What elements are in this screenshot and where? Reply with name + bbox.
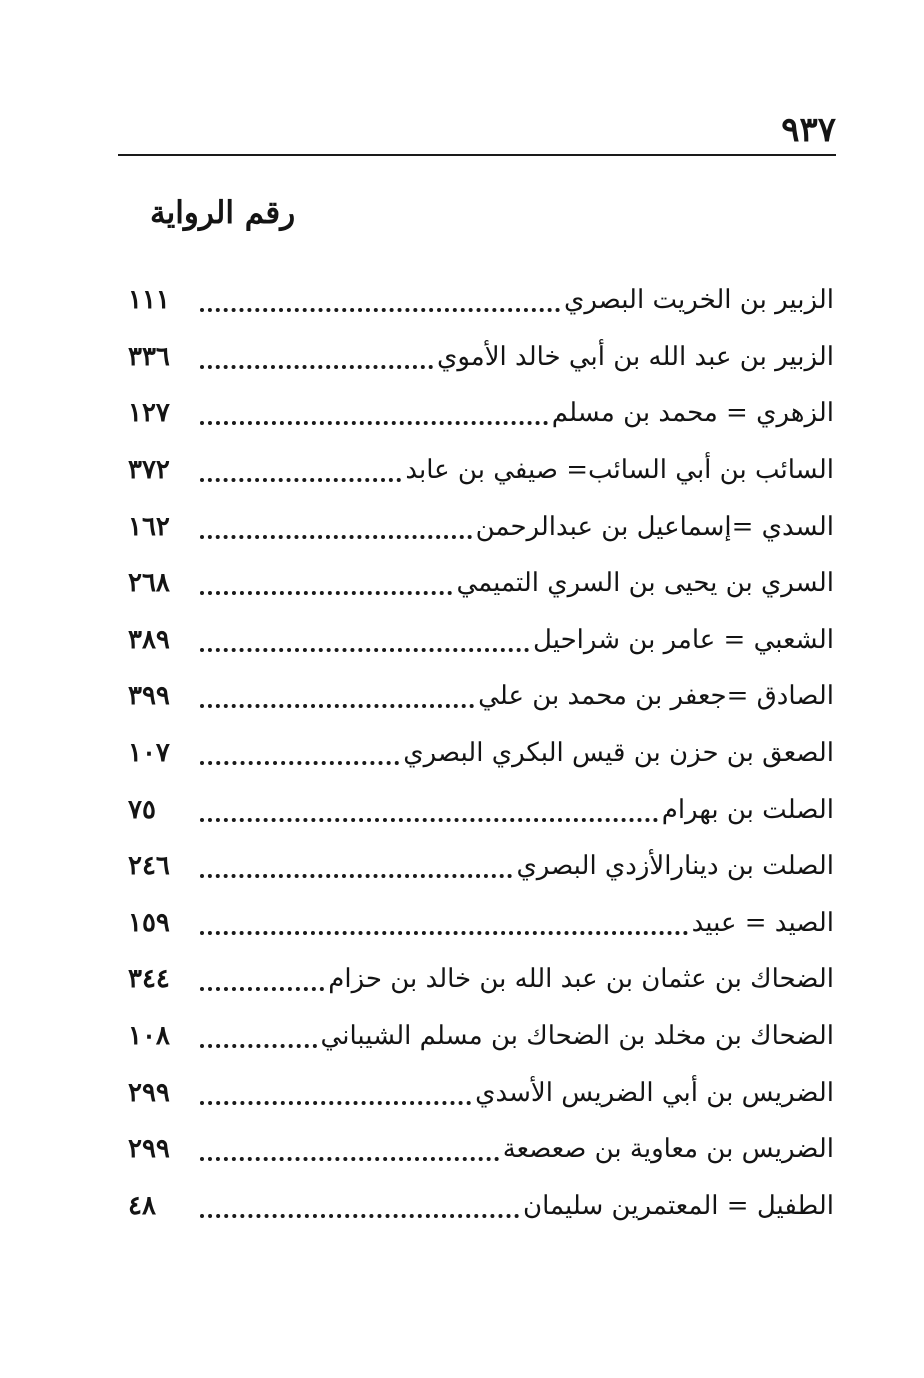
index-entry [128, 385, 834, 442]
entry-name: الضحاك بن عثمان بن عبد الله بن خالد بن حزام [328, 964, 834, 995]
entry-page-number: ٢٩٩ [128, 1077, 170, 1108]
entry-page-number: ٣٤٤ [128, 964, 170, 995]
entry-page-number: ١٠٨ [128, 1021, 170, 1052]
dot-leader [200, 1214, 519, 1218]
entry-page-number: ١١١ [128, 285, 170, 316]
entry-page-number: ٢٩٩ [128, 1134, 170, 1165]
dot-leader [200, 874, 512, 878]
entry-name: الشعبي = عامر بن شراحيل [533, 624, 834, 655]
header-rule [118, 154, 836, 156]
entry-page-number: ١٥٩ [128, 907, 170, 938]
index-entry [128, 1064, 834, 1121]
index-entry [128, 612, 834, 669]
index-entry [128, 1178, 834, 1235]
entry-page-number: ١٢٧ [128, 398, 170, 429]
dot-leader [200, 1157, 499, 1161]
index-entry [128, 1121, 834, 1178]
index-entry [128, 498, 834, 555]
dot-leader [200, 1044, 317, 1048]
index-entry [128, 555, 834, 612]
dot-leader [200, 704, 474, 708]
page-number: ٩٣٧ [781, 110, 836, 150]
index-entry [128, 1008, 834, 1065]
entry-name: الصادق =جعفر بن محمد بن علي [478, 681, 834, 712]
entry-name: الضريس بن أبي الضريس الأسدي [475, 1077, 834, 1108]
entry-page-number: ١٠٧ [128, 738, 170, 769]
entry-name: السري بن يحيى بن السري التميمي [456, 568, 834, 599]
entry-name: السدي =إسماعيل بن عبدالرحمن [475, 511, 834, 542]
index-entry [128, 272, 834, 329]
dot-leader [200, 365, 433, 369]
index-entry-list [128, 272, 834, 1234]
entry-page-number: ٣٧٢ [128, 455, 170, 486]
entry-name: الزبير بن الخريت البصري [563, 285, 834, 316]
dot-leader [200, 931, 688, 935]
index-entry [128, 442, 834, 499]
index-entry [128, 329, 834, 386]
entry-name: الصلت بن بهرام [661, 794, 834, 825]
index-entry [128, 951, 834, 1008]
index-entry [128, 781, 834, 838]
dot-leader [200, 818, 658, 822]
dot-leader [200, 1101, 471, 1105]
entry-name: الصيد = عبيد [691, 907, 834, 938]
entry-name: الطفيل = المعتمرين سليمان [523, 1190, 834, 1221]
entry-page-number: ٤٨ [128, 1190, 156, 1221]
entry-name: الصلت بن دينارالأزدي البصري [516, 851, 834, 882]
section-heading: رقم الرواية [150, 195, 296, 231]
entry-name: الضريس بن معاوية بن صعصعة [502, 1134, 834, 1165]
entry-page-number: ٢٤٦ [128, 851, 170, 882]
entry-name: السائب بن أبي السائب= صيفي بن عابد [405, 455, 834, 486]
dot-leader [200, 478, 401, 482]
dot-leader [200, 535, 472, 539]
index-entry [128, 895, 834, 952]
entry-name: الزبير بن عبد الله بن أبي خالد الأموي [437, 341, 834, 372]
entry-page-number: ٣٣٦ [128, 341, 170, 372]
dot-leader [200, 308, 560, 312]
entry-name: الصعق بن حزن بن قيس البكري البصري [403, 738, 834, 769]
dot-leader [200, 591, 452, 595]
dot-leader [200, 987, 324, 991]
dot-leader [200, 421, 548, 425]
entry-name: الزهري = محمد بن مسلم [551, 398, 834, 429]
index-entry [128, 838, 834, 895]
entry-name: الضحاك بن مخلد بن الضحاك بن مسلم الشيباني [320, 1021, 834, 1052]
entry-page-number: ٣٩٩ [128, 681, 170, 712]
entry-page-number: ٢٦٨ [128, 568, 170, 599]
dot-leader [200, 648, 529, 652]
dot-leader [200, 761, 399, 765]
index-entry [128, 668, 834, 725]
entry-page-number: ٧٥ [128, 794, 156, 825]
entry-page-number: ٣٨٩ [128, 624, 170, 655]
entry-page-number: ١٦٢ [128, 511, 170, 542]
index-entry [128, 725, 834, 782]
